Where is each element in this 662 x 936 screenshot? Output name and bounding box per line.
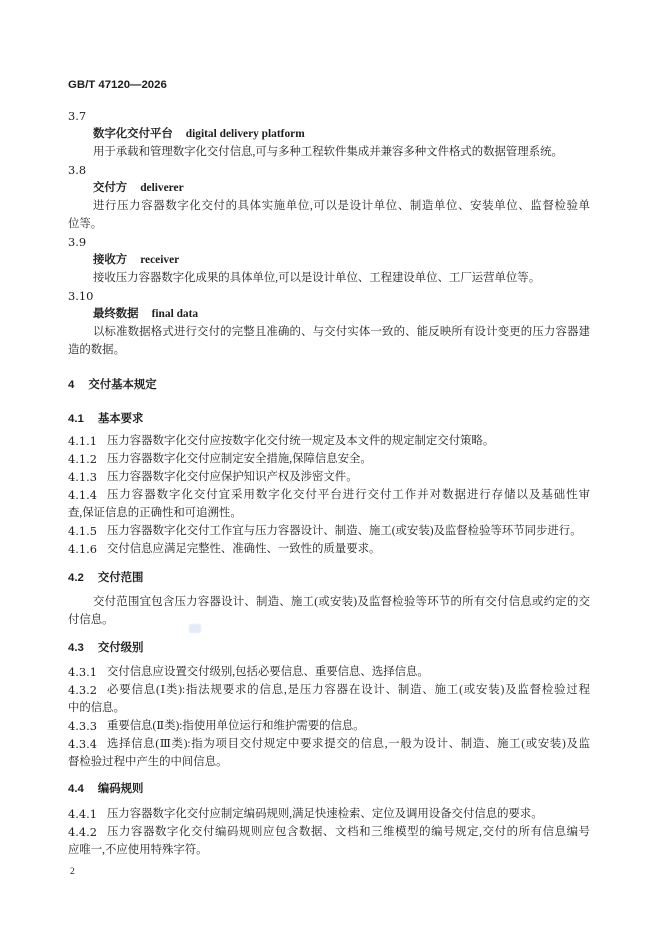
clause	[68, 450, 590, 468]
clause-text: 选择信息(Ⅲ类):指为项目交付规定中要求提交的信息,一般为设计、制造、施工(或安装)及监	[106, 738, 590, 750]
clause-number: 4.3.2	[68, 683, 97, 697]
clause	[68, 468, 590, 486]
clause-number: 4.1.2	[68, 452, 97, 466]
clause-text: 压力容器数字化交付应制定编码规则,满足快速检索、定位及调用设备交付信息的要求。	[106, 808, 543, 820]
clause	[68, 823, 590, 841]
clause-text: 压力容器数字化交付应制定安全措施,保障信息安全。	[106, 453, 372, 465]
chapter-number: 4	[68, 379, 75, 391]
clause	[68, 540, 590, 558]
section-heading	[68, 639, 590, 657]
clause-number: 4.1.3	[68, 470, 97, 484]
page-number: 2	[70, 867, 75, 877]
term-entry	[68, 179, 590, 197]
term-number: 3.10	[68, 289, 94, 303]
term-definition: 接收压力容器数字化成果的具体单位,可以是设计单位、工程建设单位、工厂运营单位等。	[93, 272, 541, 284]
clause-number: 4.3.1	[68, 665, 97, 679]
term-number: 3.8	[68, 163, 87, 177]
term-english: digital delivery platform	[185, 128, 305, 140]
clause-text: 压力容器数字化交付编码规则应包含数据、文档和三维模型的编号规定,交付的所有信息编号	[106, 826, 590, 838]
document-page	[68, 76, 590, 881]
clause-text: 压力容器数字化交付工作宜与压力容器设计、制造、施工(或安装)及监督检验等环节同步进行。	[106, 525, 582, 537]
clause-number: 4.4.2	[68, 825, 97, 839]
clause	[68, 663, 590, 681]
clause-text-continued: 应唯一,不应使用特殊字符。	[68, 844, 208, 856]
section-title: 交付范围	[97, 572, 144, 584]
term-number: 3.9	[68, 235, 87, 249]
watermark-icon	[189, 624, 201, 633]
clause-text: 压力容器数字化交付应按数字化交付统一规定及本文件的规定制定交付策略。	[106, 435, 495, 447]
clause-text: 重要信息(Ⅱ类):指使用单位运行和维护需要的信息。	[106, 720, 365, 732]
clause-number: 4.1.4	[68, 488, 97, 502]
clause-text: 交付信息应满足完整性、准确性、一致性的质量要求。	[106, 543, 381, 555]
clause-number: 4.3.4	[68, 737, 97, 751]
clause-text: 压力容器数字化交付宜采用数字化交付平台进行交付工作并对数据进行存储以及基础性审	[106, 489, 590, 501]
chapter-title: 交付基本规定	[88, 379, 157, 391]
clause-number: 4.3.3	[68, 719, 97, 733]
clause	[68, 486, 590, 504]
term-definition-continued: 造的数据。	[68, 344, 125, 356]
clause-text-continued: 督检验过程中产生的中间信息。	[68, 756, 228, 768]
term-chinese: 接收方	[93, 254, 128, 266]
clause	[68, 681, 590, 699]
paragraph-text-continued: 付信息。	[68, 614, 114, 626]
term-definition: 以标准数据格式进行交付的完整且准确的、与交付实体一致的、能反映所有设计变更的压力容器建	[93, 326, 590, 338]
document-code: GB/T 47120—2026	[68, 79, 167, 91]
clause-text-continued: 中的信息。	[68, 702, 125, 714]
term-entry	[68, 251, 590, 269]
clause-number: 4.1.5	[68, 524, 97, 538]
clause	[68, 735, 590, 753]
clause	[68, 717, 590, 735]
section-title: 交付级别	[97, 642, 144, 654]
term-chinese: 数字化交付平台	[93, 128, 173, 140]
term-english: final data	[151, 308, 199, 320]
clause-number: 4.4.1	[68, 807, 97, 821]
clause-text-continued: 查,保证信息的正确性和可追溯性。	[68, 507, 242, 519]
term-english: receiver	[140, 254, 180, 266]
clause	[68, 805, 590, 823]
section-number: 4.4	[68, 783, 84, 795]
term-entry	[68, 125, 590, 143]
paragraph-text: 交付范围宜包含压力容器设计、制造、施工(或安装)及监督检验等环节的所有交付信息或约定的交	[93, 596, 590, 608]
term-definition: 进行压力容器数字化交付的具体实施单位,可以是设计单位、制造单位、安装单位、监督检验单	[93, 200, 590, 212]
section-number: 4.3	[68, 642, 84, 654]
term-definition-continued: 位等。	[68, 218, 103, 230]
section-heading	[68, 410, 590, 428]
section-title: 编码规则	[97, 783, 144, 795]
term-chinese: 最终数据	[93, 308, 139, 320]
term-definition: 用于承载和管理数字化交付信息,可与多种工程软件集成并兼容多种文件格式的数据管理系统。	[93, 146, 563, 158]
section-number: 4.1	[68, 413, 84, 425]
term-chinese: 交付方	[93, 182, 128, 194]
term-number: 3.7	[68, 109, 87, 123]
term-entry	[68, 305, 590, 323]
clause-number: 4.1.6	[68, 542, 97, 556]
clause-text: 必要信息(Ⅰ类):指法规要求的信息,是压力容器在设计、制造、施工(或安装)及监督检验过程	[106, 684, 590, 696]
clause-text: 交付信息应设置交付级别,包括必要信息、重要信息、选择信息。	[106, 666, 429, 678]
section-heading	[68, 780, 590, 798]
clause	[68, 522, 590, 540]
chapter-heading	[68, 376, 590, 394]
term-english: deliverer	[140, 182, 184, 194]
section-heading	[68, 569, 590, 587]
clause	[68, 432, 590, 450]
section-number: 4.2	[68, 572, 84, 584]
clause-text: 压力容器数字化交付应保护知识产权及涉密文件。	[106, 471, 358, 483]
section-title: 基本要求	[97, 413, 144, 425]
clause-number: 4.1.1	[68, 434, 97, 448]
